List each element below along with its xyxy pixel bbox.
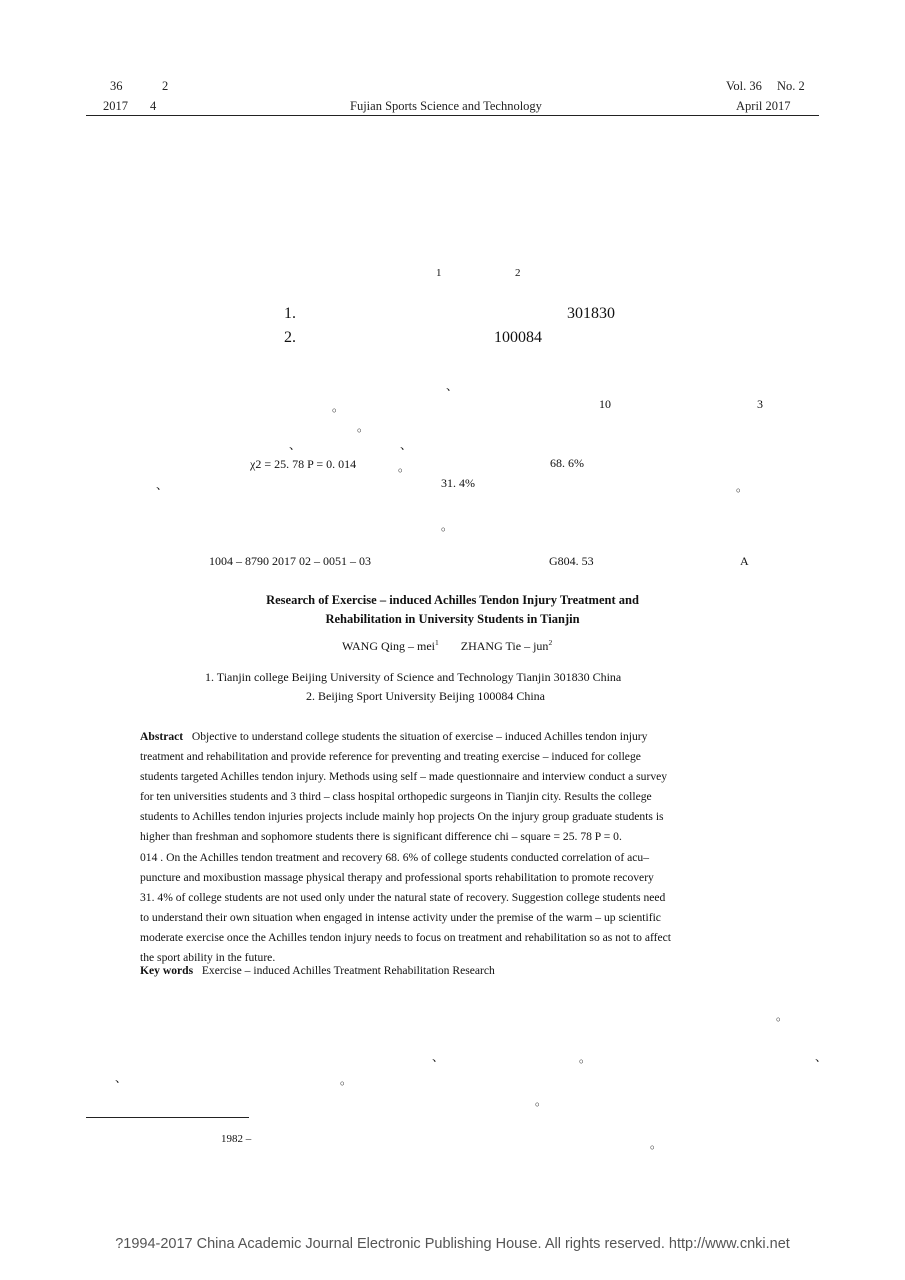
header-year-cn: 2017 (103, 99, 128, 113)
abstract-line: to understand their own situation when engaged in intense activity under the premise of the warm – up scientific (140, 910, 661, 924)
abstract-cn-mark: 。 (357, 420, 370, 434)
body-mark: 。 (776, 1009, 789, 1023)
affiliation-cn-number-2: 2. (284, 329, 296, 346)
abstract-cn-hospitals-count: 3 (757, 397, 763, 411)
english-keywords (140, 964, 495, 977)
abstract-line: the sport ability in the future. (140, 951, 276, 965)
abstract-cn-mark: 。 (441, 519, 454, 533)
footnote-rule (86, 1117, 249, 1118)
author-1-name: WANG Qing – mei (342, 639, 435, 653)
body-mark: 、 (432, 1050, 445, 1064)
abstract-line: 31. 4% of college students are not used only under the natural state of recovery. Suggestion college students need (140, 890, 666, 904)
affiliation-cn-postcode-2: 100084 (494, 329, 542, 346)
body-mark: 、 (115, 1071, 128, 1085)
author-mark-1: 1 (436, 267, 442, 279)
english-title-line-2: Rehabilitation in University Students in Tianjin (325, 612, 580, 626)
abstract-line: students to Achilles tendon injuries projects include mainly hop projects On the injury group graduate students is (140, 810, 664, 824)
abstract-cn-mark: 、 (156, 478, 169, 492)
author-2-affiliation-mark: 2 (548, 638, 553, 647)
header-issue-cn: 2 (162, 79, 169, 93)
header-volume-en: Vol. 36 (726, 79, 762, 93)
abstract-line: treatment and rehabilitation and provide reference for preventing and treating exercise – induced for college (140, 750, 641, 764)
abstract-cn-mark: 。 (398, 460, 411, 474)
abstract-label: Abstract (140, 730, 184, 743)
abstract-cn-mark: 、 (289, 438, 302, 452)
abstract-line: moderate exercise once the Achilles tendon injury needs to focus on treatment and rehabilitation so as not to affect (140, 930, 671, 944)
document-code: A (740, 554, 749, 568)
abstract-cn-mark: 、 (400, 438, 413, 452)
abstract-cn-percent-untreated: 31. 4% (441, 476, 475, 490)
author-2-name: ZHANG Tie – jun (460, 639, 549, 653)
author-1-affiliation-mark: 1 (435, 638, 439, 647)
abstract-cn-mark: 、 (446, 379, 459, 393)
header-rule (86, 115, 819, 116)
footnote-birth-year: 1982 – (221, 1133, 252, 1145)
abstract-cn-mark: 。 (332, 400, 345, 414)
affiliation-cn-postcode-1: 301830 (567, 305, 615, 322)
body-mark: 。 (650, 1137, 663, 1151)
abstract-cn-mark: 。 (736, 480, 749, 494)
english-title-line-1: Research of Exercise – induced Achilles Tendon Injury Treatment and (266, 593, 639, 607)
abstract-line: students targeted Achilles tendon injury. Methods using self – made questionnaire and interview conduct a survey (140, 770, 668, 784)
header-journal-title: Fujian Sports Science and Technology (350, 99, 542, 113)
english-abstract (140, 727, 766, 968)
body-mark: 。 (579, 1051, 592, 1065)
header-date-en: April 2017 (736, 99, 791, 113)
abstract-line: puncture and moxibustion massage physical therapy and professional sports rehabilitation to promote recovery (140, 870, 654, 884)
keywords-label: Key words (140, 964, 194, 977)
abstract-line: 014 . On the Achilles tendon treatment and recovery 68. 6% of college students conducted correlation of acu– (140, 850, 649, 864)
copyright-notice: ?1994-2017 China Academic Journal Electronic Publishing House. All rights reserved. http://www.cnki.net (115, 1236, 790, 1252)
keywords-text: Exercise – induced Achilles Treatment Rehabilitation Research (201, 964, 495, 977)
abstract-cn-chi-square: χ2 = 25. 78 P = 0. 014 (250, 457, 357, 471)
affiliation-cn-number-1: 1. (284, 305, 296, 322)
abstract-cn-universities-count: 10 (599, 397, 611, 411)
article-id-number: 1004 – 8790 2017 02 – 0051 – 03 (209, 554, 371, 568)
abstract-line (140, 727, 766, 747)
english-affiliation-2: 2. Beijing Sport University Beijing 100084 China (306, 689, 545, 703)
abstract-line: higher than freshman and sophomore students there is significant difference chi – square = 25. 78 P = 0. (140, 830, 622, 844)
abstract-line: for ten universities students and 3 third – class hospital orthopedic surgeons in Tianjin city. Results the college (140, 790, 652, 804)
body-mark: 。 (340, 1073, 353, 1087)
body-mark: 、 (815, 1050, 828, 1064)
abstract-cn-percent-treated: 68. 6% (550, 456, 584, 470)
english-authors (342, 639, 552, 654)
body-mark: 。 (535, 1094, 548, 1108)
abstract-line-text: Objective to understand college students the situation of exercise – induced Achilles tendon injury (191, 730, 648, 743)
clc-number: G804. 53 (549, 554, 594, 568)
header-number-en: No. 2 (777, 79, 805, 93)
author-mark-2: 2 (515, 267, 521, 279)
header-month-cn: 4 (150, 99, 157, 113)
header-volume-cn: 36 (110, 79, 123, 93)
english-affiliation-1: 1. Tianjin college Beijing University of Science and Technology Tianjin 301830 China (205, 670, 622, 684)
